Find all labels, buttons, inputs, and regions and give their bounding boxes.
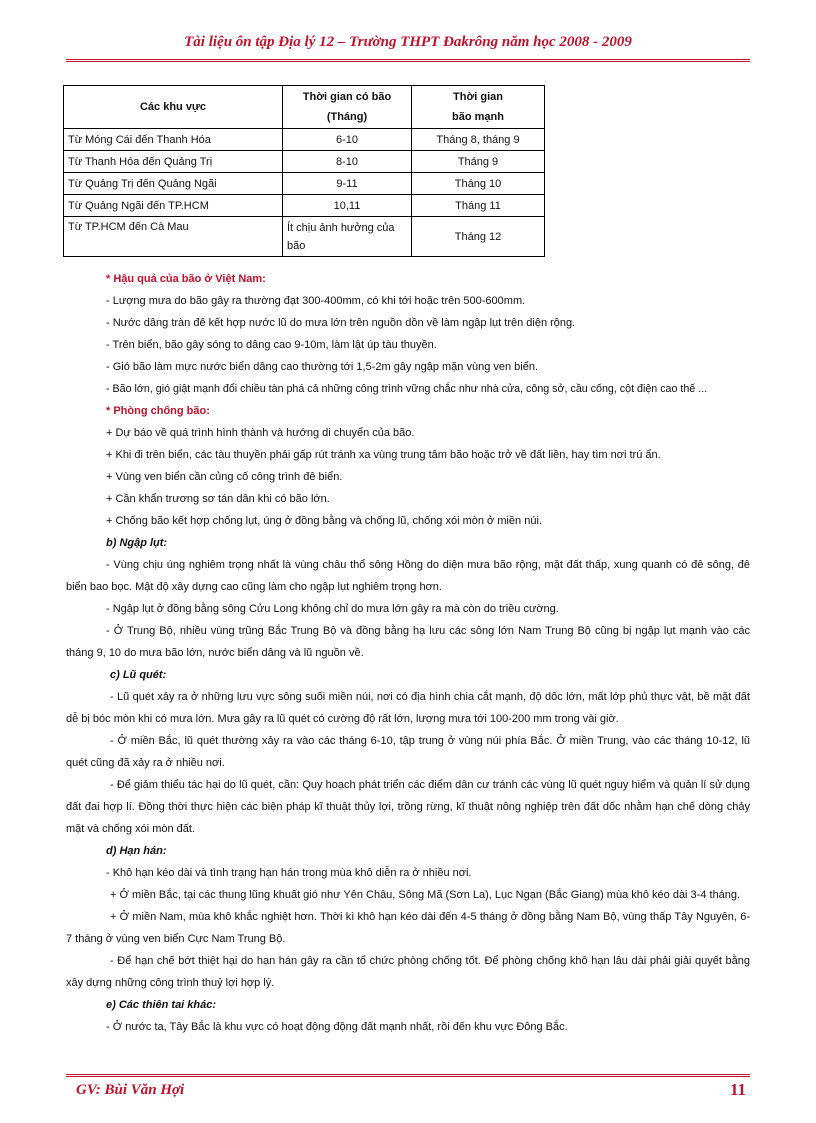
drought-paragraph: - Khô hạn kéo dài và tình trạng hạn hán trong mùa khô diễn ra ở nhiều nơi. (106, 867, 472, 879)
storm-effects-heading: * Hậu quả của bão ở Việt Nam: (106, 273, 266, 285)
flash-flood-heading: c) Lũ quét: (110, 669, 167, 681)
page-header-title: Tài liệu ôn tập Địa lý 12 – Trường THPT Đakrông năm học 2008 - 2009 (184, 34, 632, 50)
row-strong: Tháng 12 (412, 217, 545, 257)
storm-effect-item: - Trên biển, bão gây sóng to dâng cao 9-10m, làm lật úp tàu thuyền. (106, 339, 437, 351)
row-time (283, 217, 412, 257)
header-region: Các khu vực (64, 86, 283, 129)
table-row (64, 217, 545, 257)
drought-paragraph: + Ở miền Bắc, tại các thung lũng khuất gió như Yên Châu, Sông Mã (Sơn La), Lục Ngạn (Bắc Giang) mùa khô kéo dài 3-4 tháng. (110, 889, 741, 901)
row-time-line1: Ít chịu ảnh hưởng của (287, 221, 395, 234)
prevention-item: + Vùng ven biển cần củng cố công trình đê biển. (106, 471, 343, 483)
row-strong: Tháng 9 (412, 151, 545, 173)
flood-paragraph: - Ngập lụt ở đồng bằng sông Cửu Long không chỉ do mưa lớn gây ra mà còn do triều cường. (106, 603, 559, 615)
row-region: Từ Móng Cái đến Thanh Hóa (64, 129, 283, 151)
flash-flood-paragraph: - Ở miền Bắc, lũ quét thường xảy ra vào các tháng 6-10, tập trung ở vùng núi phía Bắc. Ở miền Trung, vào các tháng 10-12, lũ quét cũng đã xảy ra ở nhiều nơi. (66, 735, 750, 769)
drought-heading: d) Hạn hán: (106, 845, 167, 857)
header-storm-time-line1: Thời gian có bão (302, 91, 392, 103)
drought-paragraph: + Ở miền Nam, mùa khô khắc nghiệt hơn. Thời kì khô hạn kéo dài đến 4-5 tháng ở đồng bằng Nam Bộ, vùng thấp Tây Nguyên, 6-7 tháng ở vùng ven biển Cực Nam Trung Bộ. (66, 911, 750, 945)
storm-effect-item: - Nước dâng tràn đê kết hợp nước lũ do mưa lớn trên nguồn dồn về làm ngập lụt trên diện rộng. (106, 317, 576, 329)
table-row (64, 129, 545, 151)
prevention-item: + Cần khẩn trương sơ tán dân khi có bão lớn. (106, 493, 330, 505)
flood-paragraph: - Ở Trung Bộ, nhiều vùng trũng Bắc Trung Bộ và đồng bằng hạ lưu các sông lớn Nam Trung Bộ cũng bị ngập lụt mạnh vào các tháng 9, 10 do mưa bão lớn, nước biển dâng và lũ nguồn về. (66, 625, 750, 659)
other-hazards-heading: e) Các thiên tai khác: (106, 999, 217, 1011)
row-region: Từ TP.HCM đến Cà Mau (64, 217, 283, 257)
header-divider (66, 59, 750, 62)
row-region: Từ Thanh Hóa đến Quảng Trị (64, 151, 283, 173)
header-strong-line2: bão mạnh (452, 111, 504, 123)
flash-flood-paragraph: - Để giảm thiểu tác hại do lũ quét, cần: Quy hoạch phát triển các điểm dân cư tránh các vùng lũ quét nguy hiểm và quản lí sử dụng đất đai hợp lí. Đồng thời thực hiện các biện pháp kĩ thuật thủy lợi, trồng rừng, kĩ thuật nông nghiệp trên đất dốc nhằm hạn chế dòng chảy mặt và chống xói mòn đất. (66, 779, 750, 835)
prevention-item: + Dự báo về quá trình hình thành và hướng di chuyển của bão. (106, 427, 415, 439)
row-time: 6-10 (283, 129, 412, 151)
footer-teacher: GV: Bùi Văn Hợi (76, 1082, 185, 1098)
page-number: 11 (729, 1080, 746, 1099)
header-strong-line1: Thời gian (453, 91, 503, 103)
flood-paragraph: - Vùng chịu úng nghiêm trọng nhất là vùng châu thổ sông Hồng do diện mưa bão rộng, mặt đất thấp, xung quanh có đê sông, đê biển bao bọc. Mật độ xây dựng cao cũng làm cho ngập lụt nghiêm trọng hơn. (66, 559, 750, 593)
storm-table (63, 85, 545, 257)
prevention-heading: * Phòng chống bão: (106, 405, 210, 417)
drought-paragraph: - Để hạn chế bớt thiệt hại do hạn hán gây ra cần tổ chức phòng chống tốt. Để phòng chống khô hạn lâu dài phải giải quyết bằng xây dựng những công trình thuỷ lợi hợp lý. (66, 955, 750, 989)
table-header-row (64, 86, 545, 129)
storm-effect-item: - Gió bão làm mực nước biển dâng cao thường tới 1,5-2m gây ngập mặn vùng ven biển. (106, 361, 539, 373)
flash-flood-paragraph: - Lũ quét xảy ra ở những lưu vực sông suối miền núi, nơi có địa hình chia cắt mạnh, độ dốc lớn, mất lớp phủ thực vật, bề mặt đất dễ bị bóc mòn khi có mưa lớn. Mưa gây ra lũ quét có cường độ rất lớn, lượng mưa tới 100-200 mm trong vài giờ. (66, 691, 750, 725)
other-hazards-paragraph: - Ở nước ta, Tây Bắc là khu vực có hoạt động động đất mạnh nhất, rồi đến khu vực Đông Bắc. (106, 1021, 568, 1033)
footer-divider (66, 1074, 750, 1077)
row-strong: Tháng 11 (412, 195, 545, 217)
header-storm-time-line2: (Tháng) (326, 111, 368, 123)
header-storm-time (283, 86, 412, 129)
row-region: Từ Quảng Ngãi đến TP.HCM (64, 195, 283, 217)
row-time: 8-10 (283, 151, 412, 173)
row-time: 10,11 (283, 195, 412, 217)
storm-effect-item: - Bão lớn, gió giật mạnh đổi chiều tàn phá cả những công trình vững chắc như nhà cửa, công sở, cầu cống, cột điện cao thế ... (106, 383, 708, 395)
header-strong-storm (412, 86, 545, 129)
prevention-item: + Chống bão kết hợp chống lụt, úng ở đồng bằng và chống lũ, chống xói mòn ở miền núi. (106, 515, 542, 527)
storm-effect-item: - Lượng mưa do bão gây ra thường đạt 300-400mm, có khi tới hoặc trên 500-600mm. (106, 295, 526, 307)
table-row (64, 173, 545, 195)
row-time-line2: bão (287, 239, 306, 252)
row-strong: Tháng 10 (412, 173, 545, 195)
row-strong: Tháng 8, tháng 9 (412, 129, 545, 151)
table-row (64, 195, 545, 217)
row-time: 9-11 (283, 173, 412, 195)
flood-heading: b) Ngập lụt: (106, 537, 168, 549)
content-body (66, 268, 750, 1038)
table-row (64, 151, 545, 173)
prevention-item: + Khi đi trên biển, các tàu thuyền phải gấp rút tránh xa vùng trung tâm bão hoặc trở về đất liền, hay tìm nơi trú ẩn. (106, 449, 661, 461)
row-region: Từ Quảng Trị đến Quảng Ngãi (64, 173, 283, 195)
